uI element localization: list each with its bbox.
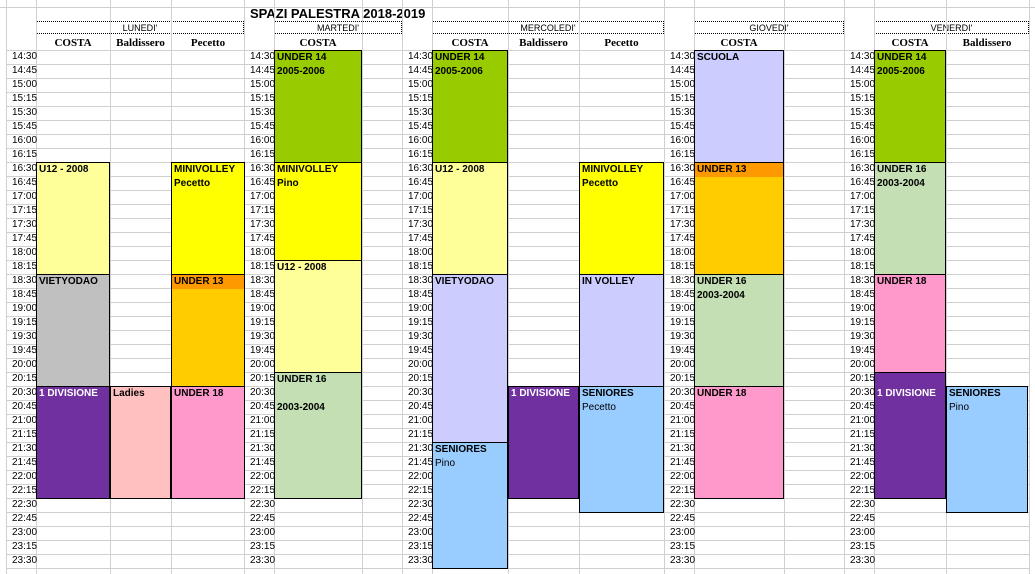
time-slot-ven: 20:30 [850, 387, 876, 398]
block-label: MINIVOLLEY [174, 164, 236, 175]
gym-header-ven-costa: COSTA [891, 37, 929, 49]
time-slot-lun: 18:45 [12, 289, 38, 300]
time-slot-gio: 15:30 [670, 107, 696, 118]
mar-costa-u14-block [274, 50, 362, 163]
time-slot-mer: 19:30 [408, 331, 434, 342]
time-slot-mer: 16:00 [408, 135, 434, 146]
block-label: MINIVOLLEY [582, 164, 644, 175]
time-slot-mar: 17:45 [250, 233, 276, 244]
time-slot-gio: 22:00 [670, 471, 696, 482]
time-slot-ven: 19:00 [850, 303, 876, 314]
time-slot-lun: 22:30 [12, 499, 38, 510]
block-sublabel: Pecetto [174, 178, 211, 189]
time-slot-gio: 22:15 [670, 485, 696, 496]
time-slot-gio: 17:30 [670, 219, 696, 230]
time-slot-ven: 15:45 [850, 121, 876, 132]
day-header-lun: LUNEDI' [36, 21, 244, 34]
time-slot-lun: 15:30 [12, 107, 38, 118]
time-slot-ven: 19:30 [850, 331, 876, 342]
time-slot-mer: 22:15 [408, 485, 434, 496]
time-slot-lun: 17:30 [12, 219, 38, 230]
block-label: SCUOLA [697, 52, 740, 63]
block-label: SENIORES [949, 388, 1001, 399]
time-slot-mer: 23:00 [408, 527, 434, 538]
block-sublabel: Pino [435, 458, 456, 469]
time-slot-ven: 18:15 [850, 261, 876, 272]
time-slot-gio: 18:00 [670, 247, 696, 258]
time-slot-mar: 17:30 [250, 219, 276, 230]
day-header-mar: MARTEDI' [274, 21, 402, 34]
time-slot-ven: 23:00 [850, 527, 876, 538]
time-slot-ven: 22:15 [850, 485, 876, 496]
time-slot-lun: 17:45 [12, 233, 38, 244]
time-slot-mar: 18:45 [250, 289, 276, 300]
time-slot-mer: 20:30 [408, 387, 434, 398]
time-slot-mar: 15:15 [250, 93, 276, 104]
time-slot-mar: 15:00 [250, 79, 276, 90]
time-slot-gio: 20:15 [670, 373, 696, 384]
time-slot-mer: 18:15 [408, 261, 434, 272]
time-slot-lun: 21:30 [12, 443, 38, 454]
time-slot-lun: 16:15 [12, 149, 38, 160]
time-slot-mer: 22:45 [408, 513, 434, 524]
time-slot-lun: 15:00 [12, 79, 38, 90]
time-slot-lun: 15:15 [12, 93, 38, 104]
time-slot-ven: 19:15 [850, 317, 876, 328]
time-slot-gio: 19:00 [670, 303, 696, 314]
time-slot-lun: 22:00 [12, 471, 38, 482]
mer-costa-seniores-block [432, 442, 508, 569]
time-slot-mer: 15:15 [408, 93, 434, 104]
grid-line-horizontal [6, 526, 1029, 527]
time-slot-ven: 21:15 [850, 429, 876, 440]
time-slot-mar: 21:00 [250, 415, 276, 426]
time-slot-ven: 17:15 [850, 205, 876, 216]
day-header-mer: MERCOLEDI' [432, 21, 664, 34]
time-slot-mer: 14:45 [408, 65, 434, 76]
ven-costa-divisione-block [874, 372, 946, 499]
time-slot-ven: 20:15 [850, 373, 876, 384]
time-slot-gio: 16:45 [670, 177, 696, 188]
time-slot-mar: 21:30 [250, 443, 276, 454]
grid-line-vertical [784, 0, 785, 574]
time-slot-lun: 19:15 [12, 317, 38, 328]
time-slot-lun: 15:45 [12, 121, 38, 132]
time-slot-lun: 23:15 [12, 541, 38, 552]
time-slot-gio: 14:45 [670, 65, 696, 76]
time-slot-lun: 17:15 [12, 205, 38, 216]
time-slot-ven: 22:45 [850, 513, 876, 524]
time-slot-lun: 16:30 [12, 163, 38, 174]
time-slot-mer: 18:30 [408, 275, 434, 286]
block-sublabel: 2003-2004 [697, 290, 745, 301]
time-slot-gio: 16:15 [670, 149, 696, 160]
gym-header-ven-baldissero: Baldissero [962, 37, 1012, 49]
time-slot-ven: 18:45 [850, 289, 876, 300]
day-header-gio: GIOVEDI' [694, 21, 844, 34]
time-slot-ven: 21:45 [850, 457, 876, 468]
time-slot-mer: 21:30 [408, 443, 434, 454]
time-slot-gio: 20:45 [670, 401, 696, 412]
time-slot-gio: 20:30 [670, 387, 696, 398]
time-slot-ven: 16:15 [850, 149, 876, 160]
block-label: UNDER 16 [877, 164, 927, 175]
gio-costa-u13-block [694, 162, 784, 275]
time-slot-mar: 17:00 [250, 191, 276, 202]
time-slot-gio: 16:00 [670, 135, 696, 146]
grid-line-horizontal [6, 512, 1029, 513]
time-slot-mar: 14:45 [250, 65, 276, 76]
time-slot-lun: 16:00 [12, 135, 38, 146]
time-slot-gio: 19:30 [670, 331, 696, 342]
time-slot-mar: 15:30 [250, 107, 276, 118]
time-slot-lun: 23:30 [12, 555, 38, 566]
time-slot-mar: 23:00 [250, 527, 276, 538]
time-slot-mer: 15:45 [408, 121, 434, 132]
lun-baldissero-ladies-block [110, 386, 171, 499]
time-slot-mer: 17:15 [408, 205, 434, 216]
block-label: 1 DIVISIONE [511, 388, 570, 399]
time-slot-gio: 15:15 [670, 93, 696, 104]
time-slot-mar: 23:30 [250, 555, 276, 566]
ven-costa-u14-block [874, 50, 946, 163]
gym-header-gio-costa: COSTA [720, 37, 758, 49]
lun-costa-viet-block [36, 274, 110, 387]
time-slot-lun: 20:00 [12, 359, 38, 370]
time-slot-lun: 18:30 [12, 275, 38, 286]
time-slot-lun: 19:00 [12, 303, 38, 314]
mer-pecetto-involley-block [579, 274, 664, 387]
time-slot-mar: 21:45 [250, 457, 276, 468]
mar-costa-u16-block [274, 372, 362, 499]
ven-baldissero-seniores-block [946, 386, 1028, 513]
time-slot-ven: 20:00 [850, 359, 876, 370]
gio-costa-u16-block [694, 274, 784, 387]
time-slot-mar: 22:30 [250, 499, 276, 510]
time-slot-mar: 18:00 [250, 247, 276, 258]
time-slot-mar: 16:00 [250, 135, 276, 146]
time-slot-mer: 21:45 [408, 457, 434, 468]
time-slot-mer: 16:15 [408, 149, 434, 160]
time-slot-mer: 15:30 [408, 107, 434, 118]
time-slot-ven: 22:00 [850, 471, 876, 482]
time-slot-mar: 22:15 [250, 485, 276, 496]
time-slot-gio: 17:45 [670, 233, 696, 244]
block-label: U12 - 2008 [277, 262, 327, 273]
time-slot-mer: 22:30 [408, 499, 434, 510]
block-label: UNDER 14 [435, 52, 485, 63]
time-slot-lun: 22:45 [12, 513, 38, 524]
block-label: IN VOLLEY [582, 276, 635, 287]
block-label: UNDER 14 [877, 52, 927, 63]
time-slot-ven: 18:00 [850, 247, 876, 258]
mer-pecetto-minivolley-block [579, 162, 664, 275]
gio-costa-u18-block [694, 386, 784, 499]
time-slot-mer: 17:00 [408, 191, 434, 202]
time-slot-gio: 15:45 [670, 121, 696, 132]
time-slot-mer: 22:00 [408, 471, 434, 482]
time-slot-mar: 19:45 [250, 345, 276, 356]
time-slot-lun: 17:00 [12, 191, 38, 202]
time-slot-lun: 14:45 [12, 65, 38, 76]
time-slot-gio: 22:45 [670, 513, 696, 524]
block-label: MINIVOLLEY [277, 164, 339, 175]
gym-header-mar-costa: COSTA [299, 37, 337, 49]
time-slot-mer: 20:00 [408, 359, 434, 370]
time-slot-mer: 18:00 [408, 247, 434, 258]
time-slot-mer: 23:15 [408, 541, 434, 552]
time-slot-mar: 16:30 [250, 163, 276, 174]
time-slot-lun: 23:00 [12, 527, 38, 538]
time-slot-mar: 20:45 [250, 401, 276, 412]
grid-line-horizontal [6, 554, 1029, 555]
grid-line-vertical [1029, 0, 1030, 574]
time-slot-mar: 21:15 [250, 429, 276, 440]
time-slot-gio: 21:30 [670, 443, 696, 454]
time-slot-ven: 16:30 [850, 163, 876, 174]
time-slot-gio: 22:30 [670, 499, 696, 510]
time-slot-mar: 16:45 [250, 177, 276, 188]
block-sublabel: Pino [949, 402, 970, 413]
time-slot-ven: 17:00 [850, 191, 876, 202]
time-slot-lun: 16:45 [12, 177, 38, 188]
time-slot-mer: 18:45 [408, 289, 434, 300]
gym-header-lun-costa: COSTA [54, 37, 92, 49]
time-slot-gio: 18:15 [670, 261, 696, 272]
lun-pecetto-u13-block [171, 274, 245, 387]
block-label: UNDER 14 [277, 52, 327, 63]
block-label: SENIORES [582, 388, 634, 399]
time-slot-mer: 19:00 [408, 303, 434, 314]
block-label: UNDER 18 [877, 276, 927, 287]
block-sublabel: Pecetto [582, 402, 616, 413]
grid-line-horizontal [6, 568, 1029, 569]
grid-line-horizontal [6, 540, 1029, 541]
time-slot-mer: 20:45 [408, 401, 434, 412]
time-slot-ven: 17:30 [850, 219, 876, 230]
block-label: UNDER 18 [174, 388, 224, 399]
time-slot-ven: 14:30 [850, 51, 876, 62]
time-slot-lun: 19:30 [12, 331, 38, 342]
time-slot-mar: 20:00 [250, 359, 276, 370]
time-slot-ven: 15:15 [850, 93, 876, 104]
time-slot-mar: 23:15 [250, 541, 276, 552]
time-slot-mer: 19:15 [408, 317, 434, 328]
block-sublabel: 2003-2004 [877, 178, 925, 189]
gym-header-mer-baldissero: Baldissero [519, 37, 568, 49]
block-sublabel: 2005-2006 [435, 66, 483, 77]
time-slot-mer: 17:30 [408, 219, 434, 230]
time-slot-mer: 15:00 [408, 79, 434, 90]
time-slot-lun: 18:15 [12, 261, 38, 272]
mer-costa-u12-block [432, 162, 508, 275]
block-label: UNDER 13 [697, 164, 747, 175]
block-label: UNDER 13 [174, 276, 224, 287]
time-slot-ven: 15:00 [850, 79, 876, 90]
time-slot-ven: 16:45 [850, 177, 876, 188]
time-slot-ven: 17:45 [850, 233, 876, 244]
block-label: Ladies [113, 388, 145, 399]
time-slot-mar: 22:00 [250, 471, 276, 482]
block-sublabel: 2003-2004 [277, 402, 325, 413]
time-slot-ven: 14:45 [850, 65, 876, 76]
time-slot-lun: 14:30 [12, 51, 38, 62]
time-slot-ven: 23:30 [850, 555, 876, 566]
time-slot-gio: 17:00 [670, 191, 696, 202]
block-sublabel: Pino [277, 178, 299, 189]
block-label: UNDER 16 [697, 276, 747, 287]
time-slot-mer: 16:30 [408, 163, 434, 174]
mer-baldissero-divisione-block [508, 386, 579, 499]
time-slot-ven: 21:30 [850, 443, 876, 454]
time-slot-mar: 19:30 [250, 331, 276, 342]
time-slot-gio: 21:15 [670, 429, 696, 440]
time-slot-gio: 19:15 [670, 317, 696, 328]
time-slot-gio: 23:30 [670, 555, 696, 566]
block-label: 1 DIVISIONE [877, 388, 936, 399]
time-slot-gio: 21:45 [670, 457, 696, 468]
time-slot-mar: 18:15 [250, 261, 276, 272]
gym-header-lun-baldissero: Baldissero [116, 37, 165, 49]
time-slot-gio: 23:00 [670, 527, 696, 538]
day-header-ven: VENERDI' [874, 21, 1029, 34]
time-slot-lun: 22:15 [12, 485, 38, 496]
time-slot-gio: 21:00 [670, 415, 696, 426]
time-slot-gio: 23:15 [670, 541, 696, 552]
time-slot-mer: 23:30 [408, 555, 434, 566]
time-slot-mar: 14:30 [250, 51, 276, 62]
mar-costa-u12-block [274, 260, 362, 373]
time-slot-mer: 20:15 [408, 373, 434, 384]
time-slot-gio: 18:45 [670, 289, 696, 300]
time-slot-lun: 19:45 [12, 345, 38, 356]
mer-costa-viet-block [432, 274, 508, 443]
time-slot-lun: 18:00 [12, 247, 38, 258]
sheet-title: SPAZI PALESTRA 2018-2019 [250, 6, 426, 21]
lun-pecetto-minivolley-block [171, 162, 245, 275]
time-slot-ven: 22:30 [850, 499, 876, 510]
time-slot-mar: 16:15 [250, 149, 276, 160]
mer-pecetto-seniores-block [579, 386, 664, 513]
block-label: VIETYODAO [39, 276, 98, 287]
time-slot-mar: 19:15 [250, 317, 276, 328]
time-slot-mer: 21:15 [408, 429, 434, 440]
time-slot-gio: 15:00 [670, 79, 696, 90]
mer-costa-u14-block [432, 50, 508, 163]
time-slot-ven: 16:00 [850, 135, 876, 146]
time-slot-mer: 16:45 [408, 177, 434, 188]
lun-costa-divisione-block [36, 386, 110, 499]
time-slot-gio: 14:30 [670, 51, 696, 62]
time-slot-mar: 15:45 [250, 121, 276, 132]
time-slot-gio: 17:15 [670, 205, 696, 216]
time-slot-ven: 19:45 [850, 345, 876, 356]
column-header-strip [0, 0, 1035, 8]
time-slot-mer: 17:45 [408, 233, 434, 244]
block-label: U12 - 2008 [435, 164, 485, 175]
time-slot-ven: 21:00 [850, 415, 876, 426]
block-label: U12 - 2008 [39, 164, 89, 175]
block-sublabel: 2005-2006 [277, 66, 325, 77]
time-slot-lun: 20:30 [12, 387, 38, 398]
gym-header-lun-pecetto: Pecetto [190, 37, 226, 49]
time-slot-mar: 19:00 [250, 303, 276, 314]
mar-costa-minivolley-block [274, 162, 362, 261]
grid-line-vertical [362, 0, 363, 574]
time-slot-ven: 20:45 [850, 401, 876, 412]
block-label: UNDER 16 [277, 374, 327, 385]
lun-costa-u12-block [36, 162, 110, 275]
time-slot-ven: 18:30 [850, 275, 876, 286]
time-slot-gio: 19:45 [670, 345, 696, 356]
block-sublabel: 2005-2006 [877, 66, 925, 77]
block-label: 1 DIVISIONE [39, 388, 98, 399]
time-slot-lun: 21:15 [12, 429, 38, 440]
block-sublabel: Pecetto [582, 178, 619, 189]
time-slot-mar: 20:15 [250, 373, 276, 384]
gym-header-mer-costa: COSTA [451, 37, 489, 49]
time-slot-mer: 21:00 [408, 415, 434, 426]
time-slot-mar: 20:30 [250, 387, 276, 398]
time-slot-gio: 18:30 [670, 275, 696, 286]
gio-costa-scuola-block [694, 50, 784, 163]
time-slot-mar: 22:45 [250, 513, 276, 524]
time-slot-mar: 18:30 [250, 275, 276, 286]
lun-pecetto-u18-block [171, 386, 245, 499]
gym-header-mer-pecetto: Pecetto [604, 37, 639, 49]
time-slot-lun: 21:45 [12, 457, 38, 468]
time-slot-lun: 20:45 [12, 401, 38, 412]
time-slot-mer: 14:30 [408, 51, 434, 62]
ven-costa-u18-block [874, 274, 946, 373]
time-slot-gio: 20:00 [670, 359, 696, 370]
block-label: UNDER 18 [697, 388, 747, 399]
time-slot-ven: 23:15 [850, 541, 876, 552]
time-slot-lun: 20:15 [12, 373, 38, 384]
block-label: SENIORES [435, 444, 487, 455]
ven-costa-u16-block [874, 162, 946, 275]
block-label: VIETYODAO [435, 276, 494, 287]
time-slot-ven: 15:30 [850, 107, 876, 118]
time-slot-mar: 17:15 [250, 205, 276, 216]
time-slot-lun: 21:00 [12, 415, 38, 426]
time-slot-mer: 19:45 [408, 345, 434, 356]
time-slot-gio: 16:30 [670, 163, 696, 174]
